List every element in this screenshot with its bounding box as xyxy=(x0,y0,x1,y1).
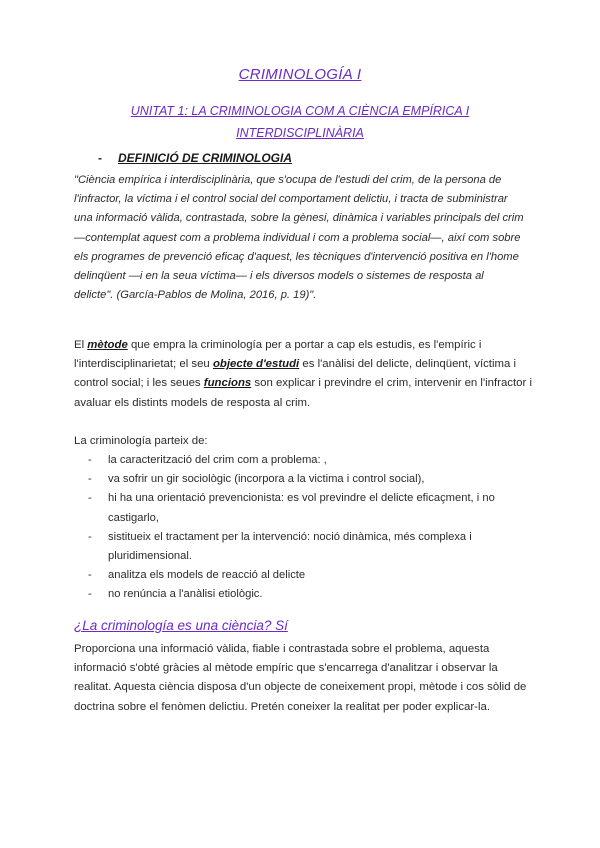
section-heading xyxy=(98,151,292,165)
list-item: - hi ha una orientació prevencionista: es vol previndre el delicte eficaçment, i no castigarlo, xyxy=(88,489,528,527)
unit-subtitle: UNITAT 1: LA CRIMINOLOGIA COM A CIÈNCIA EMPÍRICA I INTERDISCIPLINÀRIA xyxy=(130,104,470,140)
list-item: - sistitueix el tractament per la intervenció: noció dinàmica, més complexa i pluridimensional. xyxy=(88,528,528,566)
heading-dash: - xyxy=(98,151,102,165)
intro-text-4: son explicar i previndre el crim, intervenir en l'infractor i avaluar els distints models de resposta al crim. xyxy=(74,377,532,409)
intro-text-3: es l'anàlisi del delicte, delinqüent, víctima i control social; i les seues xyxy=(74,358,517,390)
list-item: - no renúncia a l'anàlisi etiològic. xyxy=(88,585,528,604)
keyword-metode: mètode xyxy=(87,339,128,351)
question-heading: ¿La criminología es una ciència? Sí xyxy=(74,618,288,633)
section-heading-text: DEFINICIÓ DE CRIMINOLOGIA xyxy=(118,151,292,165)
document-title: CRIMINOLOGÍA I xyxy=(238,66,362,83)
list-item: - analitza els models de reacció al delicte xyxy=(88,566,528,585)
criminology-list xyxy=(88,451,528,605)
list-item: - la caracterització del crim com a problema: , xyxy=(88,451,528,470)
intro-text-2: que empra la criminología per a portar a cap els estudis, es l'empíric i l'interdisciplinarietat; el seu xyxy=(74,339,482,371)
list-intro: La criminología parteix de: xyxy=(74,435,208,447)
intro-text-1: El xyxy=(74,339,88,351)
intro-paragraph xyxy=(74,336,534,413)
keyword-objecte: objecte d'estudi xyxy=(212,358,300,371)
keyword-funcions: funcions xyxy=(203,377,252,390)
answer-paragraph: Proporciona una informació vàlida, fiable i contrastada sobre el problema, aquesta informació s'obté gràcies al mètode empíric que s'encarrega d'analitzar i observar la realitat. Aquesta ciència disposa d'un objecte de coneixement propi, mètode i cos sòlid de doctrina sobre el fenòmen delictiu. Pretén coneixer la realitat per poder explicar-la. xyxy=(74,643,527,713)
definition-quote: "Ciència empírica i interdisciplinària, que s'ocupa de l'estudi del crim, de la persona de l'infractor, la víctima i el control social del comportament delictiu, i tracta de subministrar una informació vàlida, contrastada, sobre la gènesi, dinàmica i variables principals del crim —contemplat aquest com a problema individual i com a problema social—, així com sobre els programes de prevenció eficaç d'aquest, les tècniques d'intervenció positiva en l'home delinqüent —i en la seua víctima— i els diversos models o sistemes de resposta al delicte". (García-Pablos de Molina, 2016, p. 19)". xyxy=(74,174,524,302)
list-item: - va sofrir un gir sociològic (incorpora a la victima i control social), xyxy=(88,470,528,489)
